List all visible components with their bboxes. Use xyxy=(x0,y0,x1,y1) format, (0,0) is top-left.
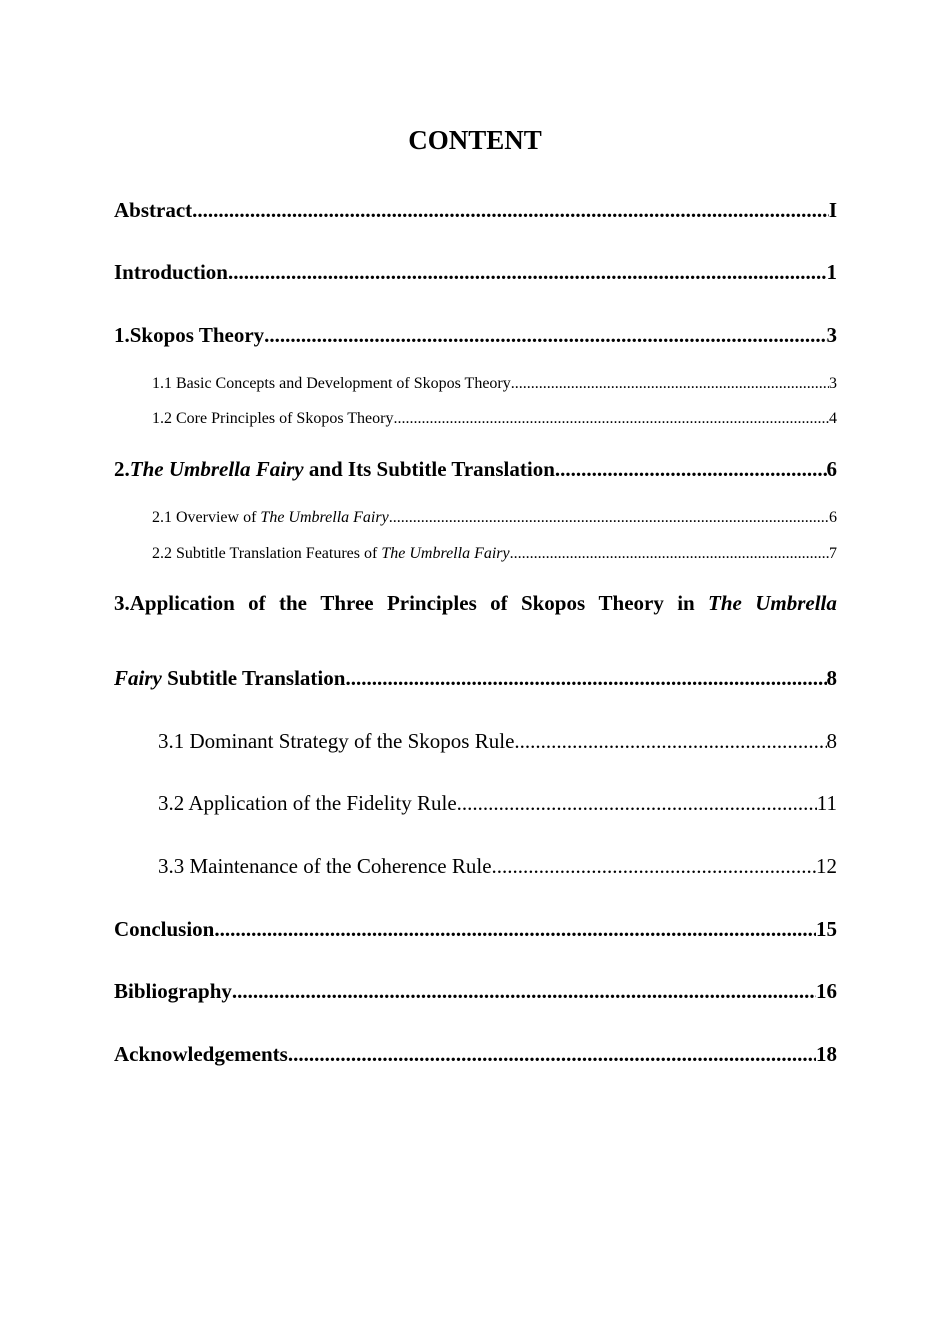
toc-leader-dots xyxy=(389,507,829,529)
toc-entry-label: 3.3 Maintenance of the Coherence Rule xyxy=(158,854,492,878)
toc-entry-label xyxy=(152,543,510,565)
toc-entry-section-1-2[interactable] xyxy=(152,408,837,430)
toc-page-number: I xyxy=(828,198,837,222)
toc-entry-label: 1.Skopos Theory xyxy=(114,323,265,347)
page-title: CONTENT xyxy=(408,125,542,155)
toc-word: Theory xyxy=(598,591,664,615)
toc-entry-chapter-1[interactable] xyxy=(114,321,837,349)
toc-word: 3.Application xyxy=(114,591,235,615)
toc-leader-dots xyxy=(192,196,829,224)
toc-leader-dots xyxy=(514,727,826,755)
toc-leader-dots xyxy=(345,664,826,692)
toc-word: of xyxy=(248,591,266,615)
toc-page-number: 3 xyxy=(826,323,837,347)
toc-word: Skopos xyxy=(520,591,586,615)
toc-entry-italic-title: The Umbrella Fairy xyxy=(381,545,510,562)
toc-entry-label: Bibliography xyxy=(114,979,232,1003)
toc-leader-dots xyxy=(232,977,816,1005)
toc-page-number: 15 xyxy=(816,917,837,941)
toc-entry-chapter-3-line-1[interactable] xyxy=(114,589,837,617)
toc-word: of xyxy=(490,591,508,615)
toc-entry-label: 3.1 Dominant Strategy of the Skopos Rule xyxy=(158,729,515,753)
toc-entry-prefix: 2.2 Subtitle Translation Features of xyxy=(152,545,382,562)
toc-entry-section-1-1[interactable] xyxy=(152,373,837,395)
toc-leader-dots xyxy=(264,321,826,349)
toc-page-number: 7 xyxy=(829,545,837,562)
toc-entry-suffix: and Its Subtitle Translation xyxy=(303,457,555,481)
toc-entry-chapter-2[interactable] xyxy=(114,455,837,483)
toc-entry-section-3-3[interactable] xyxy=(158,852,837,880)
toc-word: the xyxy=(278,591,307,615)
toc-page-number: 18 xyxy=(816,1042,837,1066)
toc-entry-acknowledgements[interactable] xyxy=(114,1040,837,1068)
toc-entry-section-2-2[interactable] xyxy=(152,543,837,565)
toc-page-number: 3 xyxy=(829,375,837,392)
toc-word: Principles xyxy=(386,591,477,615)
toc-page-number: 6 xyxy=(829,509,837,526)
toc-word-italic: Umbrella xyxy=(755,591,837,615)
toc-entry-label: Acknowledgements xyxy=(114,1042,288,1066)
toc-page-number: 16 xyxy=(816,979,837,1003)
toc-entry-italic-title: Fairy xyxy=(114,666,162,690)
toc-entry-italic-title: The Umbrella Fairy xyxy=(129,457,304,481)
toc-leader-dots xyxy=(555,455,827,483)
toc-page-number: 11 xyxy=(816,791,837,815)
toc-entry-introduction[interactable] xyxy=(114,258,837,286)
toc-entry-prefix: 2. xyxy=(114,457,130,481)
toc-leader-dots xyxy=(492,852,816,880)
toc-leader-dots xyxy=(288,1040,816,1068)
toc-page-number: 1 xyxy=(826,260,837,284)
toc-entry-chapter-3-line-2[interactable] xyxy=(114,664,837,692)
toc-word: in xyxy=(677,591,695,615)
toc-entry-suffix: Subtitle Translation xyxy=(161,666,346,690)
toc-entry-conclusion[interactable] xyxy=(114,915,837,943)
toc-page-number: 4 xyxy=(829,410,837,427)
toc-entry-italic-title: The Umbrella Fairy xyxy=(260,509,389,526)
toc-entry-label xyxy=(152,507,389,529)
toc-entry-bibliography[interactable] xyxy=(114,977,837,1005)
toc-page-number: 8 xyxy=(826,729,837,753)
toc-entry-section-2-1[interactable] xyxy=(152,507,837,529)
toc-leader-dots xyxy=(511,373,829,395)
toc-entry-section-3-1[interactable] xyxy=(158,727,837,755)
toc-entry-label: 1.2 Core Principles of Skopos Theory xyxy=(152,410,394,427)
toc-page-number: 8 xyxy=(826,666,837,690)
toc-entry-label: Abstract xyxy=(114,198,193,222)
toc-entry-label xyxy=(114,455,555,483)
toc-entry-label: 1.1 Basic Concepts and Development of Skopos Theory xyxy=(152,375,511,392)
toc-entry-section-3-2[interactable] xyxy=(158,789,837,817)
toc-leader-dots xyxy=(393,408,829,430)
toc-page-number: 12 xyxy=(816,854,837,878)
toc-leader-dots xyxy=(457,789,817,817)
toc-entry-label: Conclusion xyxy=(114,917,215,941)
toc-entry-label: Introduction xyxy=(114,260,228,284)
toc-leader-dots xyxy=(214,915,816,943)
toc-leader-dots xyxy=(510,543,829,565)
toc-entry-abstract[interactable] xyxy=(114,196,837,224)
toc-leader-dots xyxy=(228,258,827,286)
toc-entry-prefix: 2.1 Overview of xyxy=(152,509,261,526)
toc-page-number: 6 xyxy=(826,457,837,481)
toc-word: Three xyxy=(320,591,374,615)
toc-entry-label: 3.2 Application of the Fidelity Rule xyxy=(158,791,457,815)
toc-entry-label xyxy=(114,664,345,692)
toc-word-italic: The xyxy=(708,591,742,615)
